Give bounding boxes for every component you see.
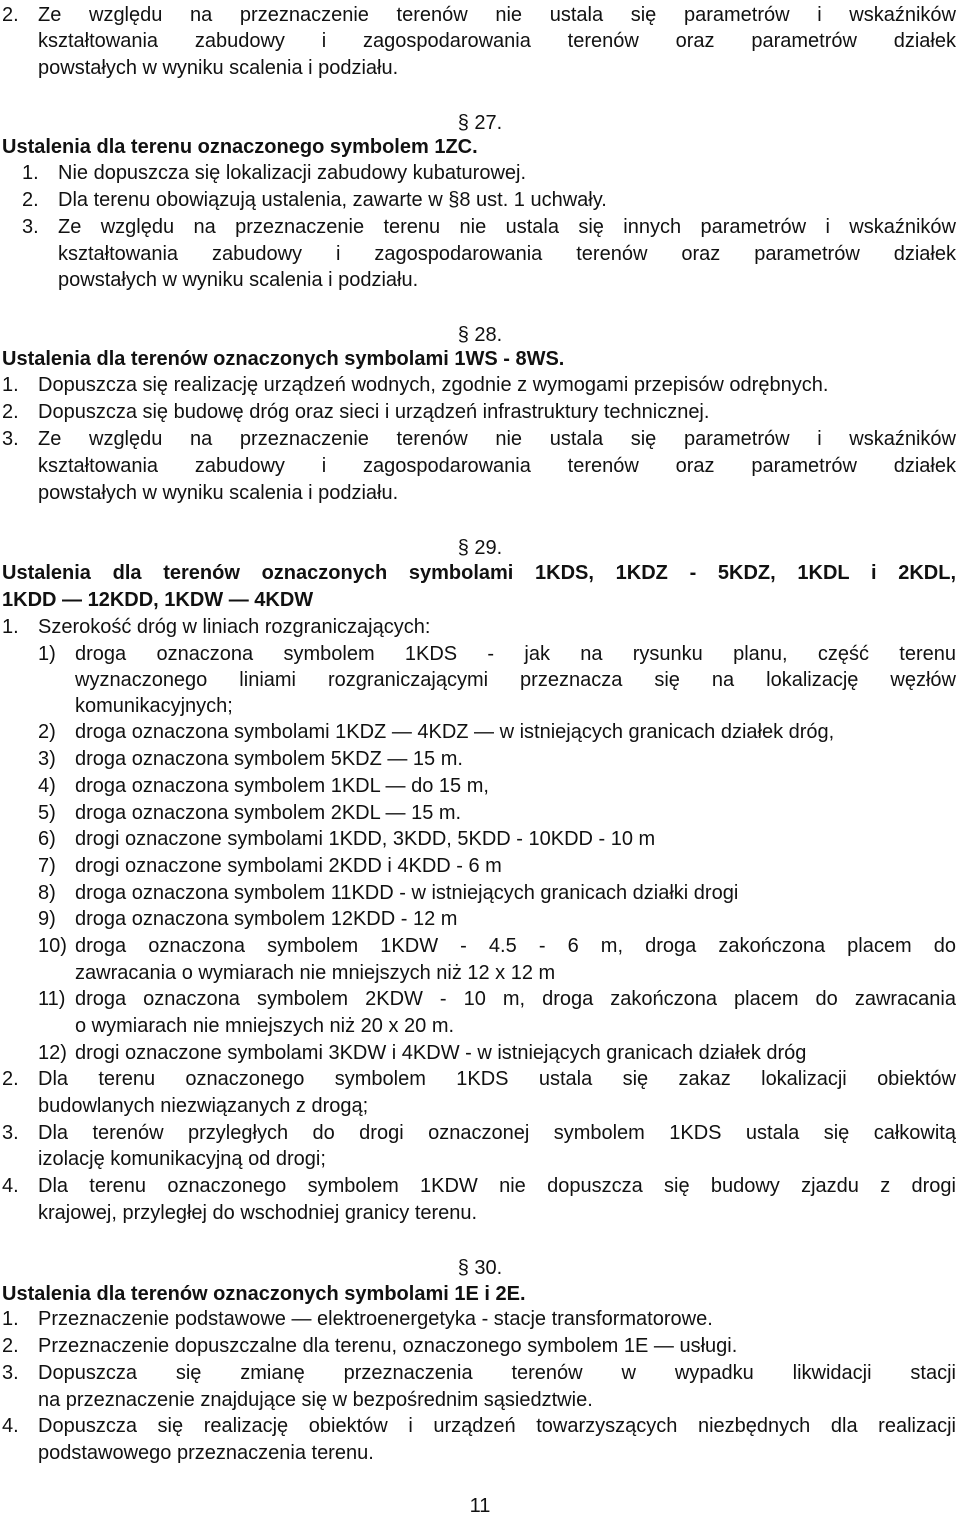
page-number: 11 bbox=[469, 1495, 491, 1517]
subitem-text: drogi oznaczone symbolami 3KDW i 4KDW - w istniejących granicach działek dróg bbox=[75, 1042, 807, 1064]
item-text: krajowej, przyległej do wschodniej granicy terenu. bbox=[38, 1202, 478, 1224]
subitem-text: komunikacyjnych; bbox=[75, 695, 233, 717]
item-number: 1. bbox=[2, 1308, 19, 1330]
subitem-number: 2) bbox=[38, 721, 56, 743]
item-number: 2. bbox=[2, 401, 19, 423]
subitem-number: 1) bbox=[38, 643, 56, 665]
subitem-number: 12) bbox=[38, 1042, 67, 1064]
item-text: Ze względu na przeznaczenie terenów nie ustala się parametrów i wskaźników bbox=[38, 428, 956, 450]
item-text: na przeznaczenie znajdujące się w bezpośrednim sąsiedztwie. bbox=[38, 1389, 593, 1411]
subitem-number: 6) bbox=[38, 828, 56, 850]
item-text: izolację komunikacyjną od drogi; bbox=[38, 1148, 326, 1170]
item-text: Dla terenu oznaczonego symbolem 1KDS ustala się zakaz lokalizacji obiektów bbox=[38, 1068, 956, 1090]
item-number: 1. bbox=[22, 162, 39, 184]
subitem-text: drogi oznaczone symbolami 1KDD, 3KDD, 5KDD - 10KDD - 10 m bbox=[75, 828, 656, 850]
item-text: Ze względu na przeznaczenie terenu nie ustala się innych parametrów i wskaźników bbox=[58, 216, 956, 238]
item-number: 2. bbox=[22, 189, 39, 211]
subitem-number: 9) bbox=[38, 908, 56, 930]
subitem-text: droga oznaczona symbolem 5KDZ — 15 m. bbox=[75, 748, 463, 770]
subitem-text: droga oznaczona symbolem 1KDS - jak na rysunku planu, część terenu bbox=[75, 643, 956, 665]
item-text: Dopuszcza się budowę dróg oraz sieci i urządzeń infrastruktury technicznej. bbox=[38, 401, 710, 423]
subitem-text: o wymiarach nie mniejszych niż 20 x 20 m. bbox=[75, 1015, 455, 1037]
subitem-number: 4) bbox=[38, 775, 56, 797]
subitem-text: wyznaczonego liniami rozgraniczającymi przeznacza się na lokalizację węzłów bbox=[75, 669, 956, 691]
subitem-text: droga oznaczona symbolem 1KDL — do 15 m, bbox=[75, 775, 489, 797]
subitem-number: 5) bbox=[38, 802, 56, 824]
subitem-text: droga oznaczona symbolem 1KDW - 4.5 - 6 m, droga zakończona placem do bbox=[75, 935, 956, 957]
subitem-number: 10) bbox=[38, 935, 67, 957]
item-number: 1. bbox=[2, 616, 19, 638]
item-text: kształtowania zabudowy i zagospodarowania terenów oraz parametrów działek bbox=[58, 243, 956, 265]
paragraph-line: powstałych w wyniku scalenia i podziału. bbox=[38, 57, 399, 79]
item-text: Dopuszcza się realizację obiektów i urządzeń towarzyszących niezbędnych dla realizacji bbox=[38, 1415, 956, 1437]
item-number: 1. bbox=[2, 374, 19, 396]
item-text: powstałych w wyniku scalenia i podziału. bbox=[58, 269, 419, 291]
item-text: kształtowania zabudowy i zagospodarowania terenów oraz parametrów działek bbox=[38, 455, 956, 477]
section-number: § 30. bbox=[457, 1257, 503, 1279]
subitem-number: 7) bbox=[38, 855, 56, 877]
item-number: 3. bbox=[22, 216, 39, 238]
subitem-number: 3) bbox=[38, 748, 56, 770]
item-text: Szerokość dróg w liniach rozgraniczających: bbox=[38, 616, 431, 638]
item-number: 3. bbox=[2, 1362, 19, 1384]
subitem-text: droga oznaczona symbolem 12KDD - 12 m bbox=[75, 908, 458, 930]
section-title: Ustalenia dla terenów oznaczonych symbolami 1KDS, 1KDZ - 5KDZ, 1KDL i 2KDL, bbox=[2, 562, 956, 584]
item-number: 2. bbox=[2, 4, 19, 26]
section-number: § 27. bbox=[457, 112, 503, 134]
subitem-number: 11) bbox=[38, 988, 66, 1010]
item-text: Dla terenów przyległych do drogi oznaczonej symbolem 1KDS ustala się całkowitą bbox=[38, 1122, 956, 1144]
item-number: 4. bbox=[2, 1415, 19, 1437]
item-text: Nie dopuszcza się lokalizacji zabudowy kubaturowej. bbox=[58, 162, 527, 184]
paragraph-line: Ze względu na przeznaczenie terenów nie ustala się parametrów i wskaźników bbox=[38, 4, 956, 26]
item-text: Przeznaczenie podstawowe — elektroenergetyka - stacje transformatorowe. bbox=[38, 1308, 713, 1330]
subitem-text: droga oznaczona symbolem 2KDW - 10 m, droga zakończona placem do zawracania bbox=[75, 988, 956, 1010]
item-text: Dopuszcza się realizację urządzeń wodnych, zgodnie z wymogami przepisów odrębnych. bbox=[38, 374, 829, 396]
item-text: Przeznaczenie dopuszczalne dla terenu, oznaczonego symbolem 1E — usługi. bbox=[38, 1335, 738, 1357]
subitem-number: 8) bbox=[38, 882, 56, 904]
subitem-text: droga oznaczona symbolami 1KDZ — 4KDZ — w istniejących granicach działek dróg, bbox=[75, 721, 835, 743]
item-text: Dla terenu oznaczonego symbolem 1KDW nie dopuszcza się budowy zjazdu z drogi bbox=[38, 1175, 956, 1197]
item-text: budowlanych niezwiązanych z drogą; bbox=[38, 1095, 369, 1117]
item-number: 4. bbox=[2, 1175, 19, 1197]
subitem-text: zawracania o wymiarach nie mniejszych niż 12 x 12 m bbox=[75, 962, 556, 984]
item-number: 3. bbox=[2, 428, 19, 450]
section-title: Ustalenia dla terenów oznaczonych symbolami 1E i 2E. bbox=[2, 1283, 526, 1305]
section-number: § 29. bbox=[457, 537, 503, 559]
section-title: Ustalenia dla terenów oznaczonych symbolami 1WS - 8WS. bbox=[2, 348, 565, 370]
item-number: 2. bbox=[2, 1335, 19, 1357]
item-number: 2. bbox=[2, 1068, 19, 1090]
item-text: Dla terenu obowiązują ustalenia, zawarte w §8 ust. 1 uchwały. bbox=[58, 189, 607, 211]
item-text: podstawowego przeznaczenia terenu. bbox=[38, 1442, 374, 1464]
subitem-text: drogi oznaczone symbolami 2KDD i 4KDD - 6 m bbox=[75, 855, 502, 877]
item-text: Dopuszcza się zmianę przeznaczenia terenów w wypadku likwidacji stacji bbox=[38, 1362, 956, 1384]
section-title: 1KDD — 12KDD, 1KDW — 4KDW bbox=[2, 589, 314, 611]
item-number: 3. bbox=[2, 1122, 19, 1144]
section-title: Ustalenia dla terenu oznaczonego symbolem 1ZC. bbox=[2, 136, 478, 158]
item-text: powstałych w wyniku scalenia i podziału. bbox=[38, 482, 399, 504]
section-number: § 28. bbox=[457, 324, 503, 346]
subitem-text: droga oznaczona symbolem 11KDD - w istniejących granicach działki drogi bbox=[75, 882, 739, 904]
subitem-text: droga oznaczona symbolem 2KDL — 15 m. bbox=[75, 802, 462, 824]
paragraph-line: kształtowania zabudowy i zagospodarowania terenów oraz parametrów działek bbox=[38, 30, 956, 52]
